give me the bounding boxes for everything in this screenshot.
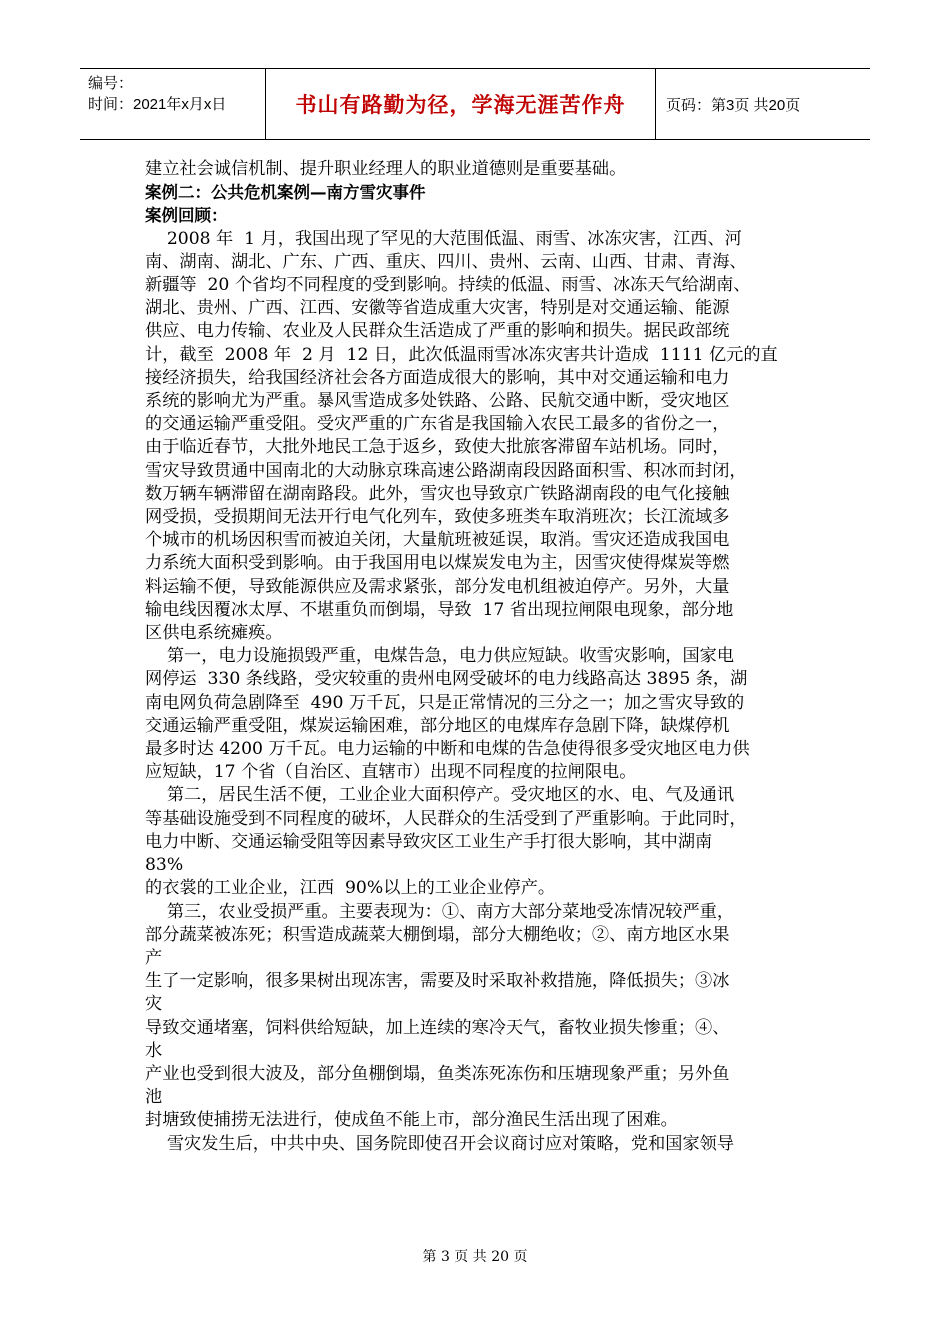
text-line: 输电线因覆冰太厚、不堪重负而倒塌，导致 17 省出现拉闸限电现象，部分地	[145, 599, 734, 620]
document-body	[145, 158, 805, 1156]
text-line: 等基础设施受到不同程度的破坏，人民群众的生活受到了严重影响。于此同时，	[145, 808, 747, 829]
text-line: 湖北、贵州、广西、江西、安徽等省造成重大灾害，特别是对交通运输、能源	[145, 298, 730, 319]
text-line: 网停运 330 条线路，受灾较重的贵州电网受破坏的电力线路高达 3895 条，湖	[145, 669, 748, 690]
text-line: 灾	[145, 994, 163, 1015]
header-meta	[80, 69, 266, 139]
text-line: 部分蔬菜被冻死；积雪造成蔬菜大棚倒塌，部分大棚绝收；②、南方地区水果	[145, 924, 730, 945]
text-line: 料运输不便，导致能源供应及需求紧张，部分发电机组被迫停产。另外，大量	[145, 576, 730, 597]
text-line: 池	[145, 1087, 163, 1108]
text-line: 的衣裳的工业企业，江西 90%以上的工业企业停产。	[145, 878, 556, 899]
time-label: 时间：2021年x月x日	[88, 96, 227, 113]
text-line: 数万辆车辆滞留在湖南路段。此外，雪灾也导致京广铁路湖南段的电气化接触	[145, 483, 730, 504]
text-line: 最多时达 4200 万千瓦。电力运输的中断和电煤的告急使得很多受灾地区电力供	[145, 739, 750, 760]
code-label: 编号：	[88, 75, 134, 92]
text-line: 导致交通堵塞，饲料供给短缺，加上连续的寒冷天气，畜牧业损失惨重；④、	[145, 1017, 730, 1038]
text-line: 南、湖南、湖北、广东、广西、重庆、四川、贵州、云南、山西、甘肃、青海、	[145, 251, 747, 272]
text-line: 系统的影响尤为严重。暴风雪造成多处铁路、公路、民航交通中断，受灾地区	[145, 391, 730, 412]
header-motto: 书山有路勤为径，学海无涯苦作舟	[266, 69, 656, 139]
text-line: 建立社会诚信机制、提升职业经理人的职业道德则是重要基础。	[145, 159, 627, 179]
text-line: 力系统大面积受到影响。由于我国用电以煤炭发电为主，因雪灾使得煤炭等燃	[145, 553, 730, 574]
text-line: 交通运输严重受阻，煤炭运输困难，部分地区的电煤库存急剧下降，缺煤停机	[145, 715, 730, 736]
text-line: 雪灾导致贯通中国南北的大动脉京珠高速公路湖南段因路面积雪、积冰而封闭，	[145, 460, 747, 481]
text-line: 南电网负荷急剧降至 490 万千瓦，只是正常情况的三分之一；加之雪灾导致的	[145, 692, 745, 713]
text-line: 应短缺，17 个省（自治区、直辖市）出现不同程度的拉闸限电。	[145, 762, 637, 783]
text-line: 产	[145, 947, 163, 968]
text-line: 生了一定影响，很多果树出现冻害，需要及时采取补救措施，降低损失；③冰	[145, 971, 730, 992]
page-footer: 第 3 页 共 20 页	[422, 1249, 528, 1265]
text-line: 个城市的机场因积雪而被迫关闭，大量航班被延误，取消。雪灾还造成我国电	[145, 530, 730, 551]
text-line: 83%	[145, 855, 184, 876]
text-line: 网受损，受损期间无法开行电气化列车，致使多班类车取消班次；长江流域多	[145, 507, 730, 528]
text-line: 第三，农业受损严重。主要表现为：①、南方大部分菜地受冻情况较严重，	[145, 901, 735, 922]
text-line: 雪灾发生后，中共中央、国务院即使召开会议商讨应对策略，党和国家领导	[145, 1133, 735, 1154]
text-line: 供应、电力传输、农业及人民群众生活造成了严重的影响和损失。据民政部统	[145, 321, 730, 342]
text-line: 由于临近春节，大批外地民工急于返乡，致使大批旅客滞留车站机场。同时，	[145, 437, 730, 458]
text-line: 水	[145, 1040, 163, 1061]
text-line: 区供电系统瘫痪。	[145, 623, 283, 644]
header-page-info: 页码：第3页 共20页	[666, 96, 801, 114]
text-line: 产业也受到很大波及，部分鱼棚倒塌，鱼类冻死冻伤和压塘现象严重；另外鱼	[145, 1063, 730, 1084]
text-line: 封塘致使捕捞无法进行，使成鱼不能上市，部分渔民生活出现了困难。	[145, 1110, 678, 1131]
text-line: 2008 年 1 月，我国出现了罕见的大范围低温、雨雪、冰冻灾害，江西、河	[145, 228, 742, 249]
text-line: 计，截至 2008 年 2 月 12 日，此次低温雨雪冰冻灾害共计造成 1111 亿元的直	[145, 344, 778, 365]
page-header	[80, 68, 870, 140]
text-line: 接经济损失，给我国经济社会各方面造成很大的影响，其中对交通运输和电力	[145, 367, 730, 388]
text-line: 第一，电力设施损毁严重，电煤告急，电力供应短缺。收雪灾影响，国家电	[145, 646, 735, 667]
text-line: 新疆等 20 个省均不同程度的受到影响。持续的低温、雨雪、冰冻天气给湖南、	[145, 275, 751, 296]
section-heading: 案例二：公共危机案例—南方雪灾事件	[145, 183, 426, 203]
text-line: 的交通运输严重受阻。受灾严重的广东省是我国输入农民工最多的省份之一，	[145, 414, 730, 435]
section-heading: 案例回顾：	[145, 206, 228, 226]
text-line: 第二，居民生活不便，工业企业大面积停产。受灾地区的水、电、气及通讯	[145, 785, 735, 806]
text-line: 电力中断、交通运输受阻等因素导致灾区工业生产手打很大影响，其中湖南	[145, 831, 713, 852]
